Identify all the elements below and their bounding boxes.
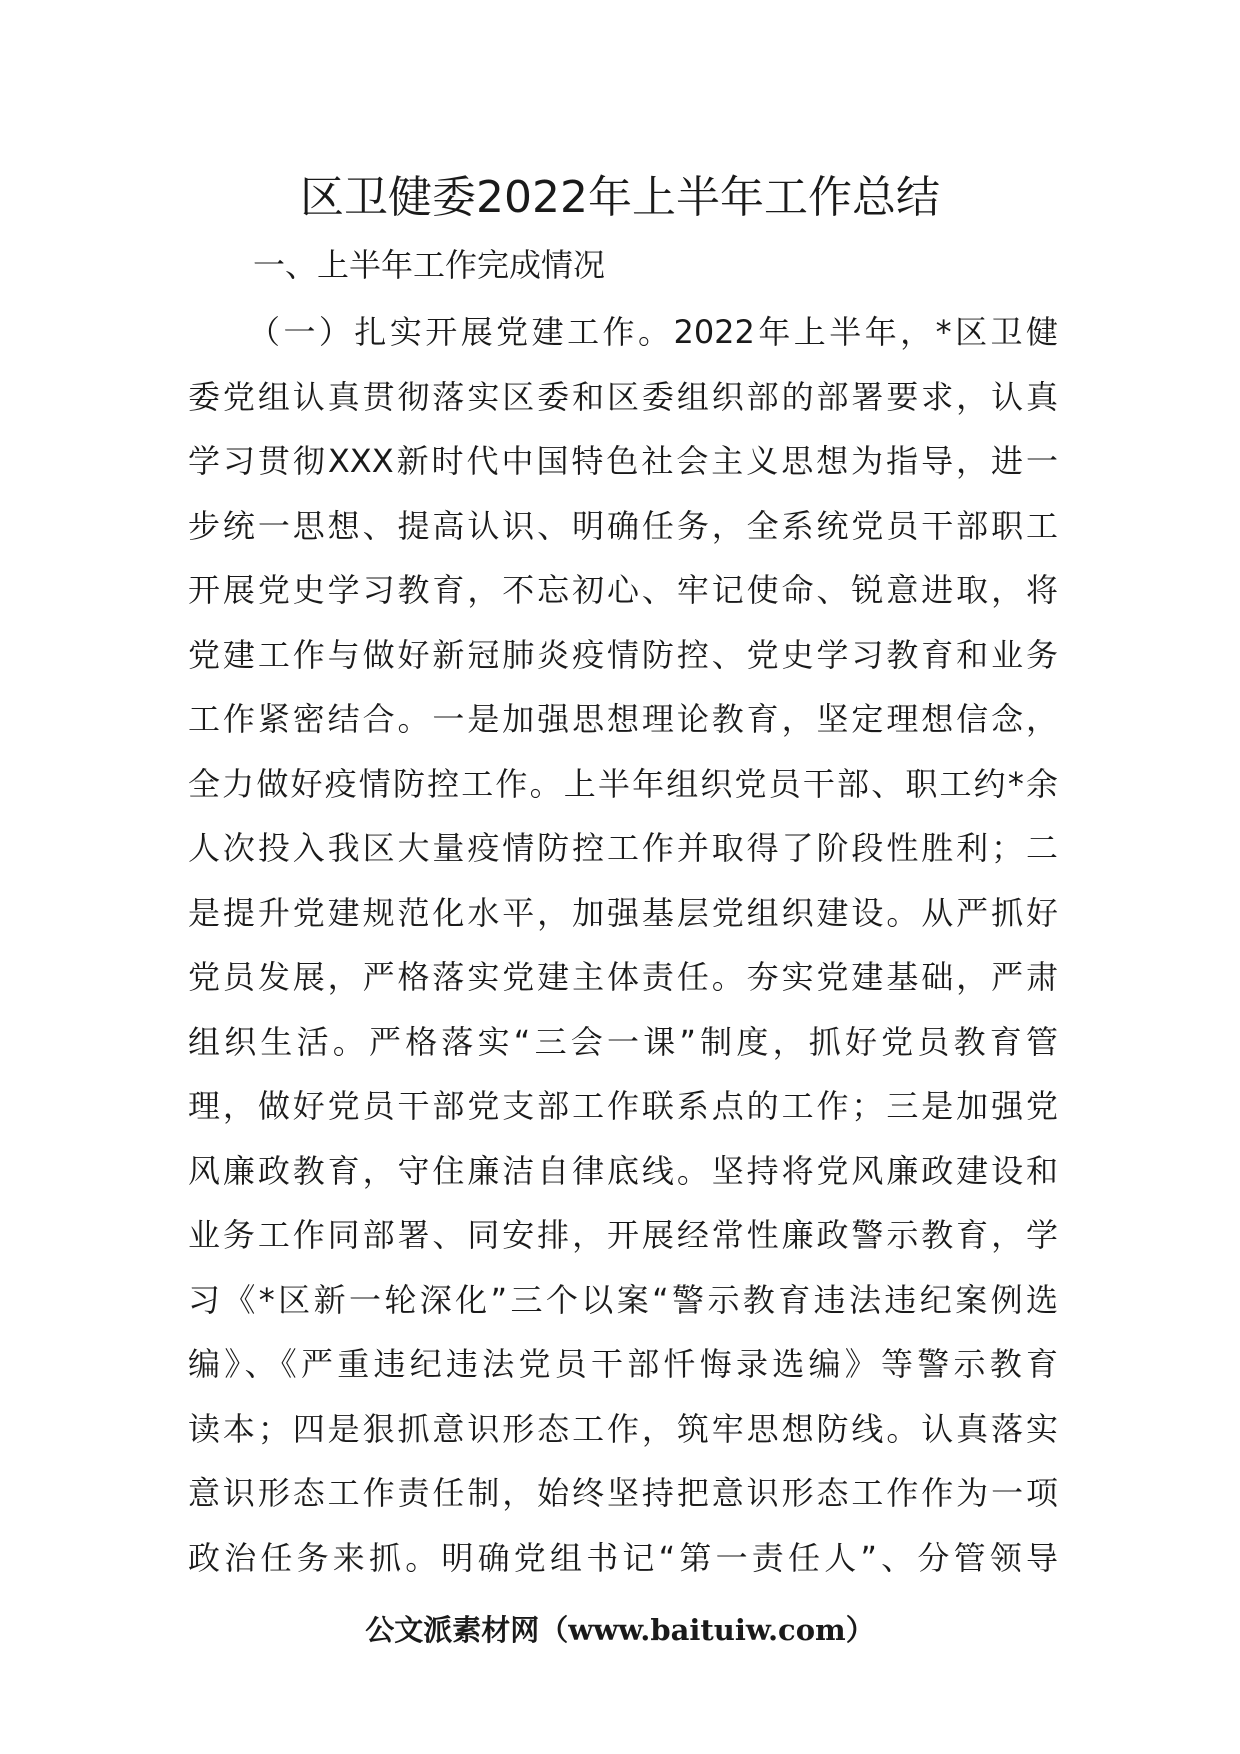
- paragraph-line: 风廉政教育，守住廉洁自律底线。坚持将党风廉政建设和: [188, 1151, 1058, 1190]
- body-paragraph: [188, 300, 1058, 1590]
- section-heading: 一、上半年工作完成情况: [253, 246, 606, 284]
- paragraph-line: 意识形态工作责任制，始终坚持把意识形态工作作为一项: [188, 1474, 1058, 1512]
- document-title: 区卫健委2022年上半年工作总结: [300, 172, 940, 223]
- paragraph-line: 学习贯彻XXX新时代中国特色社会主义思想为指导，进一: [188, 442, 1058, 480]
- paragraph-line: 读本；四是狠抓意识形态工作，筑牢思想防线。认真落实: [188, 1409, 1058, 1448]
- paragraph-line: 是提升党建规范化水平，加强基层党组织建设。从严抓好: [188, 893, 1058, 932]
- paragraph-line: 步统一思想、提高认识、明确任务，全系统党员干部职工: [188, 506, 1058, 545]
- paragraph-line: 理，做好党员干部党支部工作联系点的工作；三是加强党: [188, 1087, 1058, 1125]
- footer-watermark: 公文派素材网（www.baituiw.com）: [365, 1613, 875, 1647]
- paragraph-line: （一）扎实开展党建工作。2022年上半年，*区卫健: [248, 313, 1058, 351]
- paragraph-line: 开展党史学习教育，不忘初心、牢记使命、锐意进取，将: [188, 571, 1058, 609]
- paragraph-line: 委党组认真贯彻落实区委和区委组织部的部署要求，认真: [188, 377, 1058, 416]
- paragraph-line: 党建工作与做好新冠肺炎疫情防控、党史学习教育和业务: [188, 635, 1058, 674]
- paragraph-line: 业务工作同部署、同安排，开展经常性廉政警示教育，学: [188, 1216, 1058, 1254]
- paragraph-line: 人次投入我区大量疫情防控工作并取得了阶段性胜利；二: [188, 829, 1058, 867]
- paragraph-line: 组织生活。严格落实“三会一课”制度，抓好党员教育管: [188, 1022, 1058, 1061]
- paragraph-line: 全力做好疫情防控工作。上半年组织党员干部、职工约*余: [188, 764, 1058, 803]
- paragraph-line: 习《*区新一轮深化”三个以案“警示教育违法违纪案例选: [188, 1280, 1058, 1319]
- paragraph-line: 党员发展，严格落实党建主体责任。夯实党建基础，严肃: [188, 958, 1058, 996]
- paragraph-line: 政治任务来抓。明确党组书记“第一责任人”、分管领导: [188, 1538, 1058, 1577]
- paragraph-line: 编》、《严重违纪违法党员干部忏悔录选编》等警示教育: [188, 1345, 1058, 1383]
- paragraph-line: 工作紧密结合。一是加强思想理论教育，坚定理想信念，: [188, 700, 1058, 738]
